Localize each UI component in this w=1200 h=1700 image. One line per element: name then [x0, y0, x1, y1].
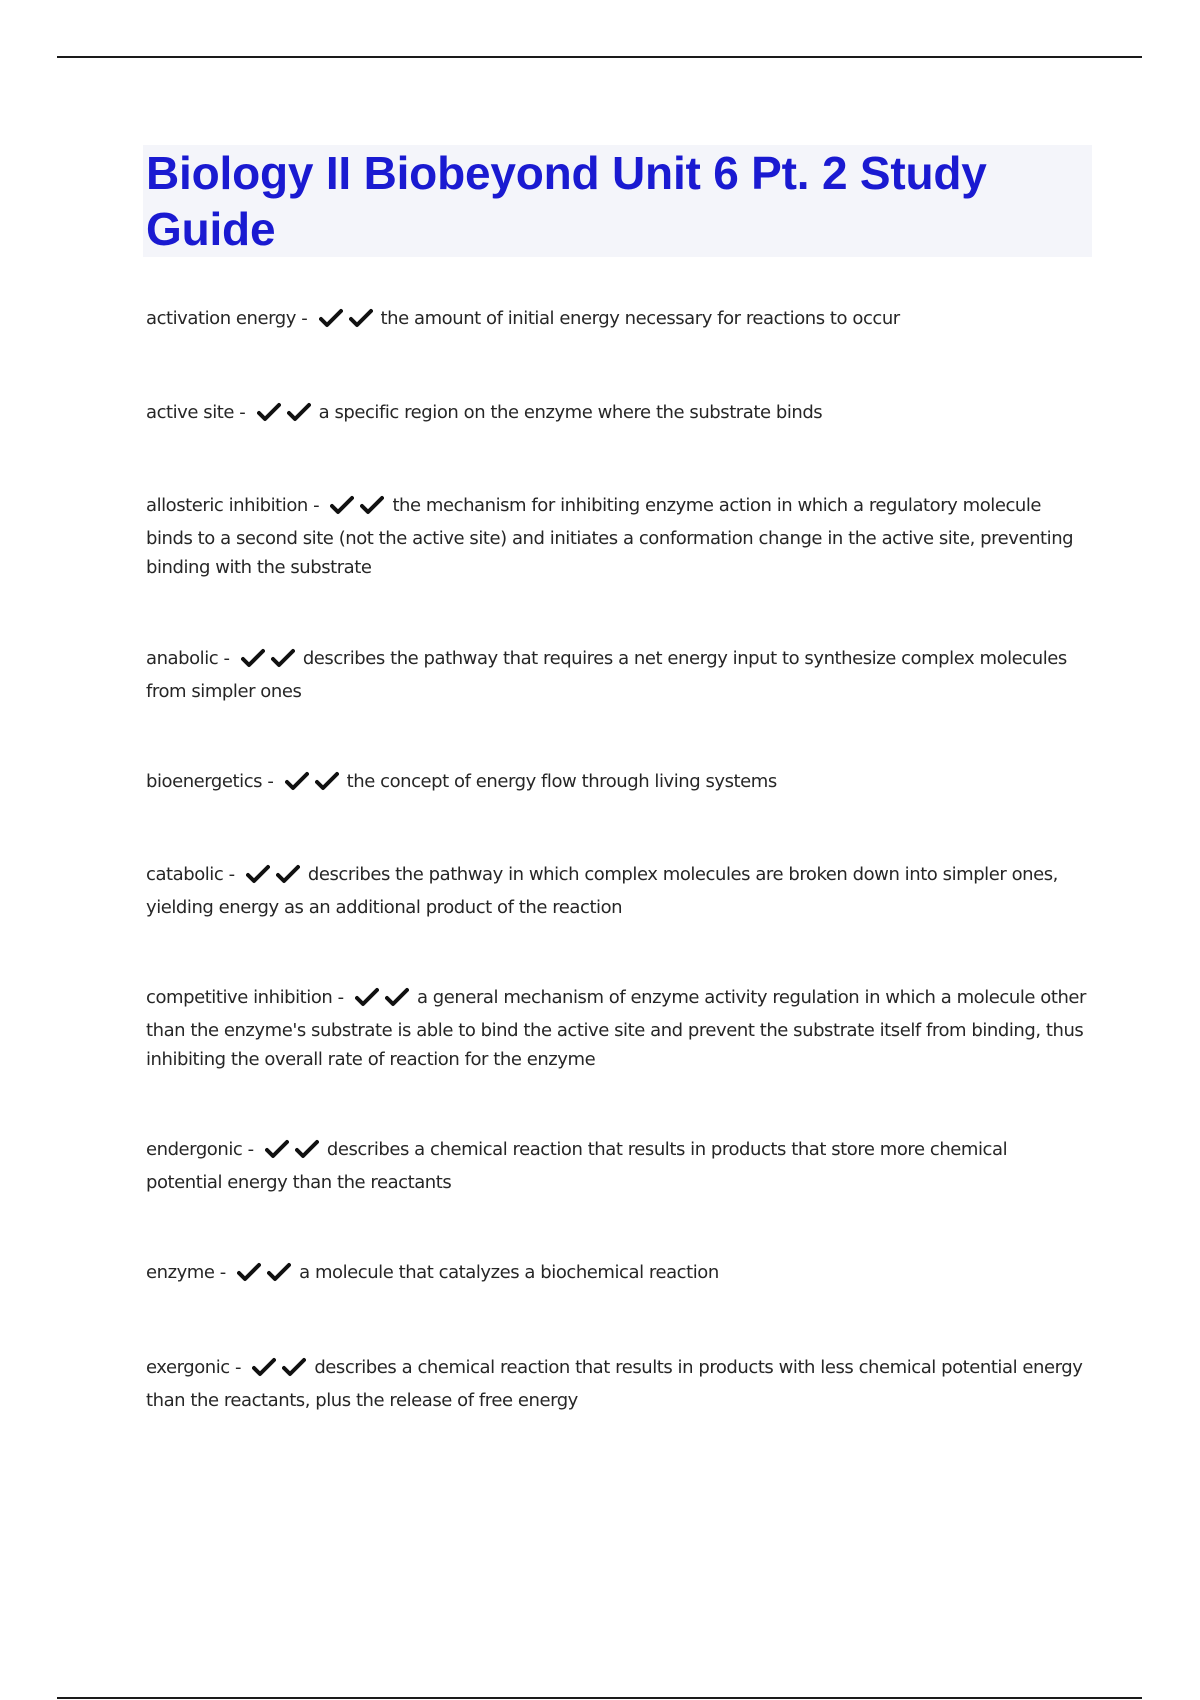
- entry-separator: -: [307, 495, 325, 516]
- entry-term: bioenergetics: [146, 771, 263, 792]
- entry-definition: describes a chemical reaction that results in products that store more chemical potential energy than the reactants: [146, 1139, 1008, 1193]
- double-checkmark-icon: [355, 987, 415, 1016]
- entry-separator: -: [242, 1139, 259, 1160]
- glossary-entry: [146, 398, 1086, 431]
- entry-term: competitive inhibition: [146, 987, 333, 1008]
- entry-definition: a molecule that catalyzes a biochemical reaction: [299, 1262, 719, 1283]
- glossary-entry: [146, 644, 1086, 706]
- entry-separator: -: [223, 864, 240, 885]
- entry-separator: -: [214, 1262, 232, 1283]
- entry-separator: -: [332, 987, 349, 1008]
- entry-term: anabolic: [146, 648, 219, 669]
- entry-definition: a specific region on the enzyme where the substrate binds: [318, 402, 823, 423]
- entry-definition: a general mechanism of enzyme activity regulation in which a molecule other than the enzyme's substrate is able to bind the active site and prevent the substrate itself from binding, thus inhibiting the overall rate of reaction for the enzyme: [146, 987, 1086, 1070]
- entry-definition: describes the pathway in which complex molecules are broken down into simpler ones, yielding energy as an additional product of the reaction: [146, 864, 1058, 918]
- entry-separator: -: [262, 771, 279, 792]
- bottom-rule: [57, 1697, 1142, 1699]
- entry-term: allosteric inhibition: [146, 495, 308, 516]
- entry-definition: the mechanism for inhibiting enzyme action in which a regulatory molecule binds to a second site (not the active site) and initiates a conformation change in the active site, preventing binding with the substrate: [146, 495, 1074, 578]
- entry-term: active site: [146, 402, 234, 423]
- page-title: Biology II Biobeyond Unit 6 Pt. 2 Study Guide: [146, 147, 987, 255]
- glossary-entry: [146, 1353, 1086, 1415]
- entry-term: endergonic: [146, 1139, 243, 1160]
- entry-separator: -: [295, 308, 313, 329]
- glossary-entry: [146, 860, 1086, 922]
- entry-term: catabolic: [146, 864, 224, 885]
- entry-separator: -: [229, 1357, 247, 1378]
- glossary-entry: [146, 767, 1086, 800]
- entry-term: activation energy: [146, 308, 296, 329]
- glossary-entry: [146, 491, 1086, 582]
- entry-definition: describes a chemical reaction that results in products with less chemical potential energy than the reactants, plus the release of free energy: [146, 1357, 1083, 1411]
- double-checkmark-icon: [237, 1262, 297, 1291]
- glossary-entry: [146, 1135, 1086, 1197]
- entry-separator: -: [234, 402, 251, 423]
- double-checkmark-icon: [257, 402, 317, 431]
- double-checkmark-icon: [319, 308, 379, 337]
- top-rule: [57, 56, 1142, 58]
- double-checkmark-icon: [265, 1139, 325, 1168]
- entry-definition: the amount of initial energy necessary for reactions to occur: [380, 308, 900, 329]
- double-checkmark-icon: [241, 648, 301, 677]
- double-checkmark-icon: [285, 771, 345, 800]
- entry-definition: describes the pathway that requires a net energy input to synthesize complex molecules from simpler ones: [146, 648, 1067, 702]
- glossary-entry: [146, 983, 1086, 1074]
- title-box: [143, 145, 1092, 257]
- double-checkmark-icon: [246, 864, 306, 893]
- entry-term: enzyme: [146, 1262, 215, 1283]
- double-checkmark-icon: [252, 1357, 312, 1386]
- entry-definition: the concept of energy flow through living systems: [346, 771, 777, 792]
- entry-term: exergonic: [146, 1357, 230, 1378]
- entry-separator: -: [218, 648, 235, 669]
- glossary-entry: [146, 304, 1086, 337]
- double-checkmark-icon: [330, 495, 390, 524]
- glossary-entry: [146, 1258, 1086, 1291]
